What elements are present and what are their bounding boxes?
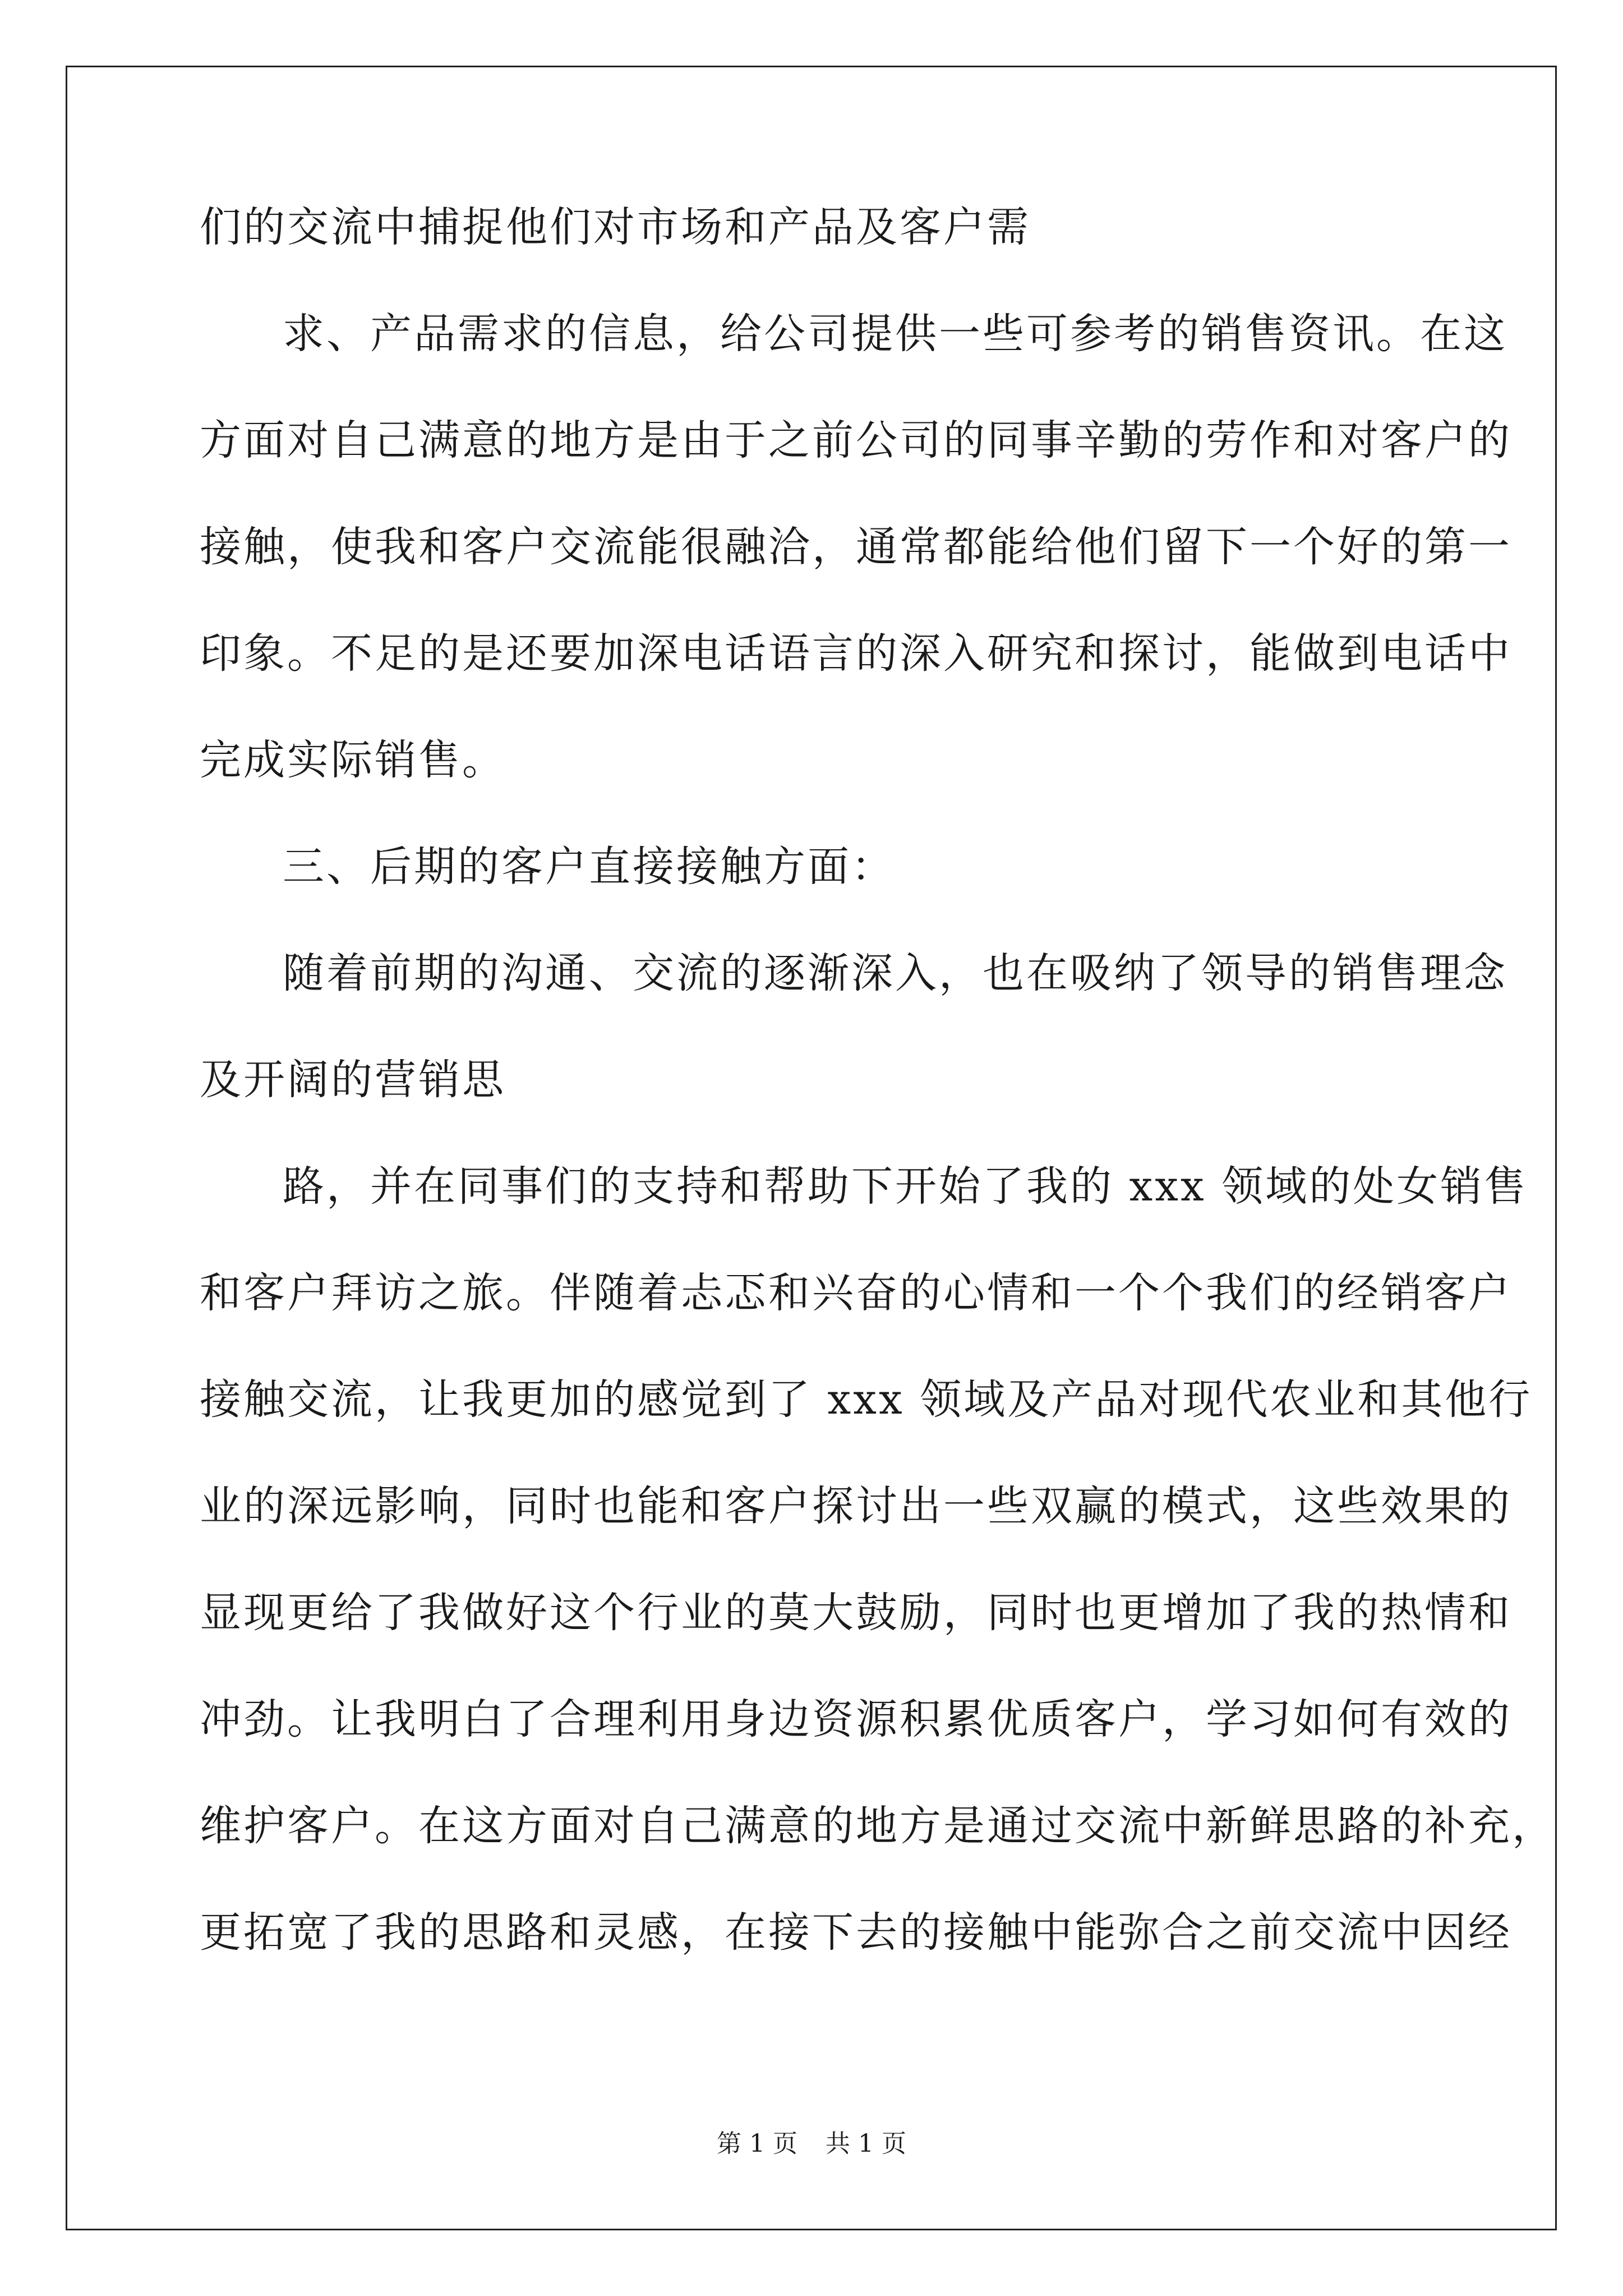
text-line: 接触交流，让我更加的感觉到了 xxx 领域及产品对现代农业和其他行 xyxy=(200,1375,1533,1424)
text-line: 们的交流中捕捉他们对市场和产品及客户需 xyxy=(200,203,1031,251)
text-line: 更拓宽了我的思路和灵感，在接下去的接触中能弥合之前交流中因经 xyxy=(200,1908,1512,1957)
text-line: 和客户拜访之旅。伴随着忐忑和兴奋的心情和一个个我们的经销客户 xyxy=(200,1269,1512,1317)
text-line: 随着前期的沟通、交流的逐渐深入，也在吸纳了领导的销售理念 xyxy=(283,949,1507,997)
text-line: 及开阔的营销思 xyxy=(200,1056,506,1104)
page-footer xyxy=(0,2127,1623,2161)
text-line: 业的深远影响，同时也能和客户探讨出一些双赢的模式，这些效果的 xyxy=(200,1482,1512,1530)
text-line: 求、产品需求的信息，给公司提供一些可参考的销售资讯。在这 xyxy=(283,310,1507,358)
text-line: 冲劲。让我明白了合理利用身边资源积累优质客户，学习如何有效的 xyxy=(200,1695,1512,1743)
text-line: 完成实际销售。 xyxy=(200,736,506,784)
text-line: 维护客户。在这方面对自己满意的地方是通过交流中新鲜思路的补充， xyxy=(200,1802,1556,1850)
text-line: 方面对自己满意的地方是由于之前公司的同事辛勤的劳作和对客户的 xyxy=(200,416,1512,464)
text-line: 印象。不足的是还要加深电话语言的深入研究和探讨，能做到电话中 xyxy=(200,629,1512,678)
section-heading: 三、后期的客户直接接触方面： xyxy=(283,843,895,891)
text-line: 接触，使我和客户交流能很融洽，通常都能给他们留下一个好的第一 xyxy=(200,523,1512,571)
text-line: 路，并在同事们的支持和帮助下开始了我的 xxx 领域的处女销售 xyxy=(283,1162,1528,1211)
page-number-current: 第 1 页 xyxy=(717,2129,797,2158)
text-line: 显现更给了我做好这个行业的莫大鼓励，同时也更增加了我的热情和 xyxy=(200,1589,1512,1637)
page-number-total: 共 1 页 xyxy=(826,2129,906,2158)
